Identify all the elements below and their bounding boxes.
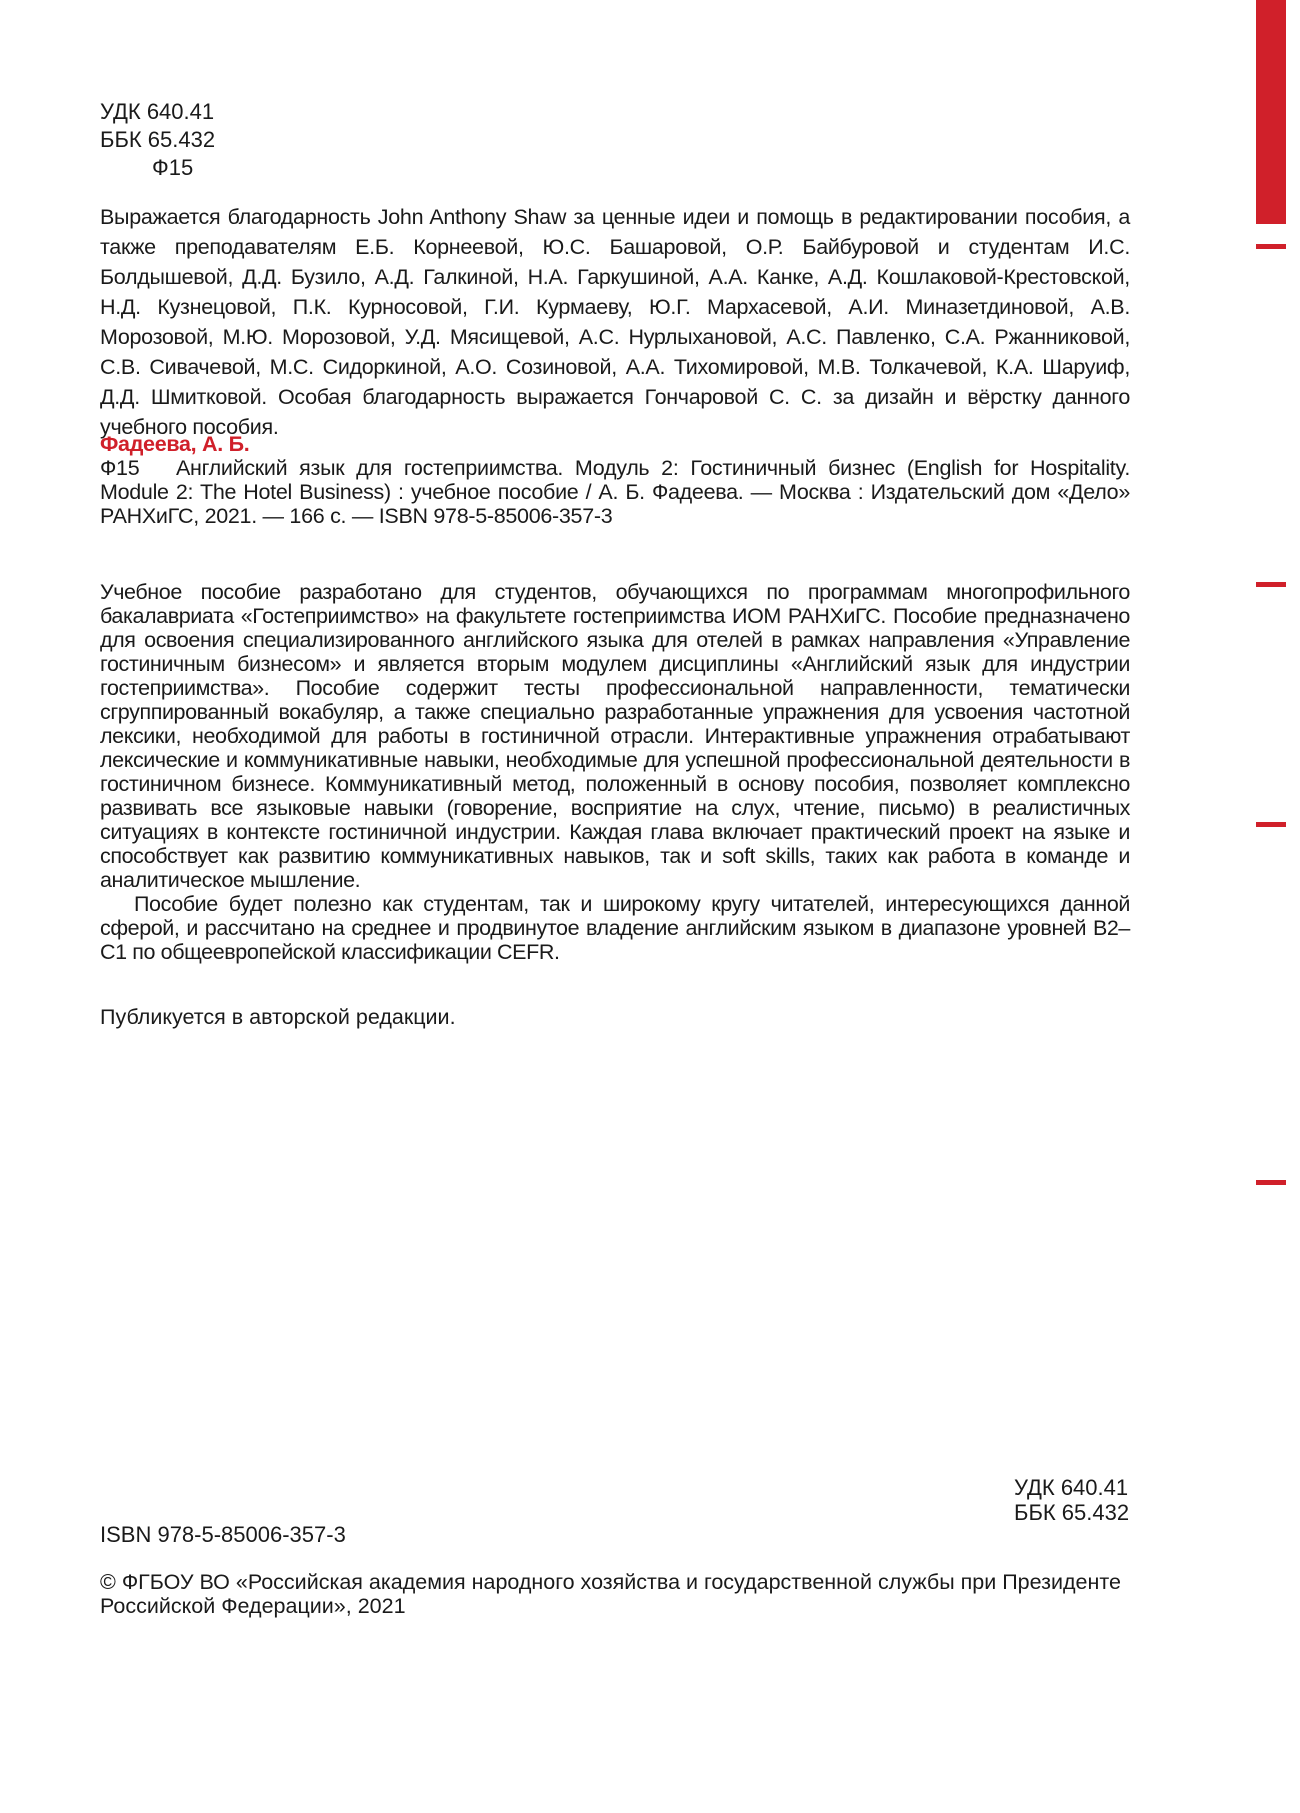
acknowledgement-text: Выражается благодарность John Anthony Shaw за ценные идеи и помощь в редактировании пособия, а также преподавателям Е.Б. Корнеевой, Ю.С. Башаровой, О.Р. Байбуровой и студентам И.С. Болдышевой, Д.Д. Бузило, А.Д. Галкиной, Н.А. Гаркушиной, А.А. Канке, А.Д. Кошлаковой-Крестовской, Н.Д. Кузнецовой, П.К. Курносовой, Г.И. Курмаеву, Ю.Г. Мархасевой, А.И. Миназетдиновой, А.В. Морозовой, М.Ю. Морозовой, У.Д. Мясищевой, А.С. Нурлыхановой, А.С. Павленко, С.А. Ржанниковой, С.В. Сивачевой, М.С. Сидоркиной, А.О. Созиновой, А.А. Тихомировой, М.В. Толкачевой, К.А. Шаруиф, Д.Д. Шмитковой. Особая благодарность выражается Гончаровой С. С. за дизайн и вёрстку данного учебного пособия. [100,205,1130,439]
abstract [100,580,1130,964]
abstract-paragraph-2: Пособие будет полезно как студентам, так и широкому кругу читателей, интересующихся данной сферой, и рассчитано на среднее и продвинутое владение английским языком в диапазоне уровней B2–C1 по общеевропейской классификации CEFR. [100,892,1130,964]
record-author: Фадеева, А. Б. [100,432,250,456]
edge-tick-mark [1256,822,1286,827]
record-description: Английский язык для гостеприимства. Модуль 2: Гостиничный бизнес (English for Hospitality. Module 2: The Hotel Business) : учебное пособие / А. Б. Фадеева. — Москва : Издательский дом «Дело» РАНХиГС, 2021. — 166 с. — ISBN 978-5-85006-357-3 [100,456,1130,528]
publication-note: Публикуется в авторской редакции. [100,1005,456,1029]
copyright: © ФГБОУ ВО «Российская академия народного хозяйства и государственной службы при Президенте Российской Федерации», 2021 [100,1570,1121,1618]
edge-color-bar [1256,0,1286,224]
record-code: Ф15 [100,456,140,480]
footer-codes [1014,1475,1129,1525]
isbn: ISBN 978-5-85006-357-3 [100,1522,346,1547]
udk-code: УДК 640.41 [100,99,215,124]
abstract-paragraph-1: Учебное пособие разработано для студентов, обучающихся по программам многопрофильного бакалавриата «Гостеприимство» на факультете гостеприимства ИОМ РАНХиГС. Пособие предназначено для освоения специализированного английского языка для отелей в рамках направления «Управление гостиничным бизнесом» и является вторым модулем дисциплины «Английский язык для индустрии гостеприимства». Пособие содержит тесты профессиональной направленности, тематически сгруппированный вокабуляр, а также специально разработанные упражнения для усвоения частотной лексики, необходимой для работы в гостиничной отрасли. Интерактивные упражнения отрабатывают лексические и коммуникативные навыки, необходимые для успешной профессиональной деятельности в гостиничном бизнесе. Коммуникативный метод, положенный в основу пособия, позволяет комплексно развивать все языковые навыки (говорение, восприятие на слух, чтение, письмо) в реалистичных ситуациях в контексте гостиничной индустрии. Каждая глава включает практический проект на языке и способствует как развитию коммуникативных навыков, так и soft skills, таких как работа в команде и аналитическое мышление. [100,580,1130,892]
record-entry [100,456,1130,528]
edge-tick-mark [1256,582,1286,587]
footer-udk-code: УДК 640.41 [1014,1475,1129,1500]
footer-bbk-code: ББК 65.432 [1014,1500,1130,1525]
header-codes [100,98,215,182]
author-sign: Ф15 [152,155,194,180]
bbk-code: ББК 65.432 [100,127,216,152]
edge-tick-mark [1256,244,1286,249]
acknowledgement [100,202,1130,442]
bibliographic-record [100,432,1130,528]
edge-tick-mark [1256,1180,1286,1185]
